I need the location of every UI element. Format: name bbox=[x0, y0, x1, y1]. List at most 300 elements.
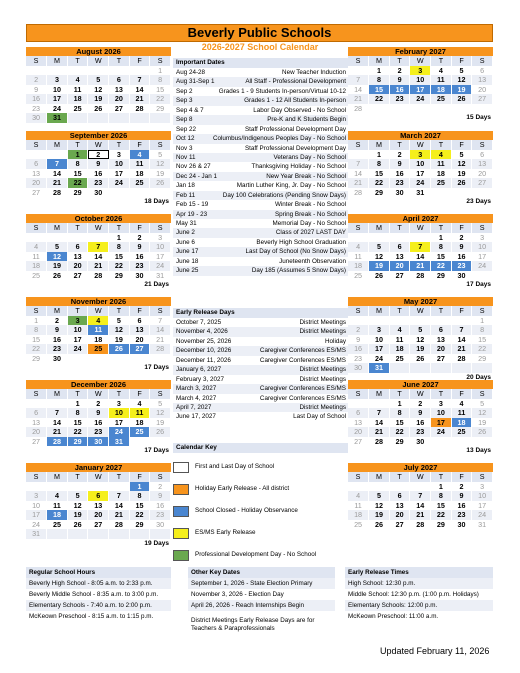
date-label: Feb 15 - 19 bbox=[176, 201, 209, 209]
day-cell: 26 bbox=[150, 178, 171, 188]
day-cell: 15 bbox=[109, 252, 130, 262]
day-cell: 17 bbox=[369, 344, 390, 354]
day-cell: 20 bbox=[389, 510, 410, 520]
day-cell: 12 bbox=[451, 159, 472, 169]
day-cell: 14 bbox=[150, 325, 171, 335]
info-row: McKeown Preschool - 8:15 a.m. to 1:15 p.m. bbox=[29, 613, 154, 620]
early-release-list bbox=[173, 318, 348, 422]
weekday-label: S bbox=[26, 472, 47, 482]
day-cell bbox=[472, 271, 493, 281]
day-cell: 7 bbox=[150, 316, 171, 326]
district-meetings-note: District Meetings Early Release Days are for Teachers & Paraprofessionals bbox=[191, 617, 315, 632]
weekday-label: S bbox=[26, 56, 47, 66]
day-cell bbox=[431, 188, 452, 198]
info-row: April 26, 2026 - Reach Internships Begin bbox=[188, 600, 335, 611]
day-cell bbox=[348, 316, 369, 326]
event-label: Veterans Day - No School bbox=[273, 153, 346, 161]
day-cell: 14 bbox=[348, 85, 369, 95]
date-row bbox=[173, 394, 348, 403]
day-cell: 27 bbox=[472, 178, 493, 188]
day-cell: 15 bbox=[431, 252, 452, 262]
date-row bbox=[173, 106, 348, 115]
day-cell: 31 bbox=[369, 363, 390, 373]
month-name: April 2027 bbox=[348, 214, 493, 223]
weekday-label: F bbox=[129, 472, 150, 482]
day-cell: 21 bbox=[129, 94, 150, 104]
event-label: Martin Luther King, Jr. Day - No School bbox=[236, 182, 346, 190]
weekday-label: M bbox=[47, 56, 68, 66]
day-cell: 8 bbox=[431, 242, 452, 252]
date-row bbox=[173, 87, 348, 96]
day-cell: 17 bbox=[47, 94, 68, 104]
day-cell bbox=[26, 399, 47, 409]
week-row bbox=[348, 233, 493, 243]
week-row bbox=[26, 242, 171, 252]
day-cell bbox=[129, 66, 150, 76]
weekday-label: T bbox=[431, 223, 452, 233]
day-cell: 13 bbox=[26, 169, 47, 179]
month-calendar bbox=[26, 131, 171, 206]
weekday-label: F bbox=[451, 56, 472, 66]
day-cell: 27 bbox=[88, 520, 109, 530]
day-cell: 18 bbox=[348, 261, 369, 271]
day-cell: 7 bbox=[451, 325, 472, 335]
weekday-label: S bbox=[472, 389, 493, 399]
day-cell: 16 bbox=[47, 335, 68, 345]
school-days-count: 18 Days bbox=[144, 198, 169, 205]
day-cell: 14 bbox=[109, 501, 130, 511]
weekday-label: S bbox=[150, 140, 171, 150]
day-cell: 5 bbox=[451, 66, 472, 76]
week-row bbox=[26, 104, 171, 114]
day-cell: 4 bbox=[431, 150, 452, 160]
day-cell bbox=[451, 188, 472, 198]
week-row bbox=[26, 482, 171, 492]
event-label: Spring Break - No School bbox=[274, 210, 346, 218]
day-cell: 25 bbox=[47, 520, 68, 530]
day-cell: 29 bbox=[67, 437, 88, 447]
week-row bbox=[348, 354, 493, 364]
day-cell: 13 bbox=[129, 325, 150, 335]
weekday-label: T bbox=[67, 140, 88, 150]
week-row bbox=[348, 408, 493, 418]
day-cell: 18 bbox=[431, 169, 452, 179]
day-cell: 15 bbox=[67, 418, 88, 428]
day-cell: 20 bbox=[67, 261, 88, 271]
day-cell: 2 bbox=[410, 399, 431, 409]
other-key-dates-panel bbox=[188, 567, 335, 633]
day-cell bbox=[129, 113, 150, 123]
day-cell: 7 bbox=[410, 491, 431, 501]
day-cell: 26 bbox=[472, 427, 493, 437]
day-cell bbox=[88, 482, 109, 492]
week-row bbox=[26, 510, 171, 520]
day-cell: 24 bbox=[47, 104, 68, 114]
weekday-label: S bbox=[472, 223, 493, 233]
day-cell: 12 bbox=[88, 85, 109, 95]
day-cell: 26 bbox=[410, 354, 431, 364]
day-cell: 11 bbox=[47, 501, 68, 511]
day-cell: 12 bbox=[109, 325, 130, 335]
date-row bbox=[173, 115, 348, 124]
day-cell bbox=[150, 188, 171, 198]
weekday-label: W bbox=[410, 56, 431, 66]
day-cell: 21 bbox=[410, 510, 431, 520]
week-row bbox=[348, 150, 493, 160]
day-cell: 3 bbox=[67, 316, 88, 326]
day-cell: 20 bbox=[26, 427, 47, 437]
date-row bbox=[173, 172, 348, 181]
weekday-row bbox=[348, 306, 493, 316]
weekday-row bbox=[26, 472, 171, 482]
week-row bbox=[348, 85, 493, 95]
month-name: March 2027 bbox=[348, 131, 493, 140]
day-cell bbox=[47, 399, 68, 409]
event-label: Holiday bbox=[325, 337, 346, 345]
week-row bbox=[26, 418, 171, 428]
weekday-row bbox=[348, 140, 493, 150]
day-cell: 18 bbox=[451, 418, 472, 428]
school-days-count: 19 Days bbox=[144, 539, 169, 547]
day-cell bbox=[67, 113, 88, 123]
day-cell: 7 bbox=[129, 75, 150, 85]
day-cell: 2 bbox=[88, 399, 109, 409]
day-cell: 16 bbox=[88, 418, 109, 428]
day-cell: 30 bbox=[47, 354, 68, 364]
info-row: Elementary Schools: 12:00 p.m. bbox=[345, 600, 493, 611]
day-cell bbox=[67, 482, 88, 492]
early-release-times-panel bbox=[345, 567, 493, 622]
day-cell bbox=[88, 354, 109, 364]
day-cell: 7 bbox=[109, 491, 130, 501]
day-cell: 22 bbox=[389, 427, 410, 437]
day-cell: 3 bbox=[369, 325, 390, 335]
month-calendar bbox=[348, 297, 493, 382]
day-cell bbox=[410, 233, 431, 243]
week-row bbox=[26, 344, 171, 354]
day-cell: 2 bbox=[26, 75, 47, 85]
event-label: District Meetings bbox=[299, 319, 346, 326]
day-cell: 30 bbox=[451, 271, 472, 281]
weekday-label: M bbox=[369, 56, 390, 66]
weekday-label: T bbox=[389, 56, 410, 66]
month-grid bbox=[348, 223, 493, 280]
day-cell: 22 bbox=[129, 510, 150, 520]
day-cell: 10 bbox=[410, 75, 431, 85]
day-cell bbox=[129, 529, 150, 539]
date-label: Sep 3 bbox=[176, 97, 193, 105]
day-cell bbox=[67, 354, 88, 364]
month-name: June 2027 bbox=[348, 380, 493, 389]
day-cell: 14 bbox=[47, 169, 68, 179]
weekday-label: M bbox=[47, 140, 68, 150]
day-cell: 24 bbox=[369, 354, 390, 364]
day-cell: 8 bbox=[109, 242, 130, 252]
day-cell: 16 bbox=[129, 252, 150, 262]
month-name: December 2026 bbox=[26, 380, 171, 389]
day-cell: 18 bbox=[47, 510, 68, 520]
day-cell: 5 bbox=[150, 399, 171, 409]
school-days-count: 17 Days bbox=[144, 364, 169, 371]
date-label: October 7, 2025 bbox=[176, 319, 222, 326]
day-cell: 27 bbox=[472, 94, 493, 104]
weekday-label: T bbox=[431, 389, 452, 399]
day-cell: 11 bbox=[431, 75, 452, 85]
day-cell bbox=[389, 233, 410, 243]
day-cell: 19 bbox=[150, 169, 171, 179]
weekday-label: M bbox=[369, 306, 390, 316]
day-cell bbox=[88, 66, 109, 76]
weekday-label: F bbox=[129, 140, 150, 150]
weekday-label: S bbox=[348, 223, 369, 233]
school-days-count: 17 Days bbox=[466, 281, 491, 288]
week-row bbox=[348, 94, 493, 104]
weekday-label: W bbox=[88, 472, 109, 482]
day-cell: 23 bbox=[389, 178, 410, 188]
date-label: Sep 8 bbox=[176, 116, 193, 124]
day-cell bbox=[88, 529, 109, 539]
date-label: June 2 bbox=[176, 229, 195, 237]
day-cell: 8 bbox=[67, 408, 88, 418]
day-cell: 13 bbox=[88, 501, 109, 511]
day-cell: 27 bbox=[67, 271, 88, 281]
month-calendar bbox=[26, 380, 171, 455]
date-label: June 6 bbox=[176, 238, 195, 246]
month-grid bbox=[26, 306, 171, 363]
day-cell: 13 bbox=[26, 418, 47, 428]
day-cell: 22 bbox=[67, 427, 88, 437]
weekday-label: T bbox=[389, 306, 410, 316]
day-cell: 17 bbox=[472, 252, 493, 262]
day-cell: 5 bbox=[109, 316, 130, 326]
weekday-label: S bbox=[472, 56, 493, 66]
weekday-label: S bbox=[348, 389, 369, 399]
key-label: ES/MS Early Release bbox=[195, 529, 256, 536]
weekday-label: F bbox=[451, 223, 472, 233]
event-label: Day 100 Celebrations (Pending Snow Days) bbox=[222, 191, 346, 199]
day-cell: 25 bbox=[431, 94, 452, 104]
other-key-dates-heading: Other Key Dates bbox=[188, 567, 335, 578]
day-cell: 4 bbox=[389, 325, 410, 335]
weekday-row bbox=[26, 56, 171, 66]
week-row bbox=[348, 252, 493, 262]
day-cell: 31 bbox=[472, 520, 493, 530]
day-cell: 15 bbox=[431, 501, 452, 511]
key-item bbox=[173, 526, 503, 540]
event-label: Caregiver Conferences ES/MS bbox=[259, 394, 346, 402]
day-cell: 16 bbox=[348, 344, 369, 354]
day-cell: 1 bbox=[129, 482, 150, 492]
date-row bbox=[173, 153, 348, 162]
week-row bbox=[26, 437, 171, 447]
date-row bbox=[173, 238, 348, 247]
month-name: January 2027 bbox=[26, 463, 171, 472]
day-cell: 21 bbox=[150, 335, 171, 345]
event-label: Juneteenth Observation bbox=[279, 257, 346, 265]
day-cell: 17 bbox=[472, 501, 493, 511]
updated-date: Updated February 11, 2026 bbox=[380, 646, 490, 656]
day-cell: 19 bbox=[369, 261, 390, 271]
weekday-label: S bbox=[348, 140, 369, 150]
day-cell: 24 bbox=[410, 94, 431, 104]
day-cell: 9 bbox=[88, 408, 109, 418]
day-cell: 18 bbox=[389, 344, 410, 354]
day-cell: 24 bbox=[410, 178, 431, 188]
day-cell: 11 bbox=[389, 335, 410, 345]
weekday-label: M bbox=[47, 306, 68, 316]
day-cell: 29 bbox=[431, 520, 452, 530]
date-row bbox=[173, 412, 348, 421]
month-name: August 2026 bbox=[26, 47, 171, 56]
day-cell: 7 bbox=[47, 408, 68, 418]
day-cell: 30 bbox=[389, 188, 410, 198]
day-cell: 25 bbox=[389, 354, 410, 364]
day-cell: 28 bbox=[129, 104, 150, 114]
day-cell bbox=[348, 233, 369, 243]
info-row: November 3, 2026 - Election Day bbox=[191, 591, 284, 598]
day-cell: 4 bbox=[348, 491, 369, 501]
day-cell: 21 bbox=[348, 94, 369, 104]
week-row bbox=[348, 437, 493, 447]
weekday-label: M bbox=[47, 472, 68, 482]
day-cell: 26 bbox=[67, 520, 88, 530]
day-cell bbox=[472, 437, 493, 447]
day-cell: 18 bbox=[431, 85, 452, 95]
day-cell: 12 bbox=[369, 501, 390, 511]
day-cell: 14 bbox=[129, 85, 150, 95]
calendar-key-heading-wrap bbox=[173, 443, 348, 453]
day-cell bbox=[47, 233, 68, 243]
week-row bbox=[348, 66, 493, 76]
date-row bbox=[173, 266, 348, 275]
day-cell bbox=[389, 363, 410, 373]
date-label: December 11, 2026 bbox=[176, 356, 231, 364]
weekday-label: S bbox=[26, 140, 47, 150]
day-cell: 17 bbox=[109, 169, 130, 179]
event-label: Labor Day Observed - No School bbox=[253, 106, 346, 114]
day-cell: 28 bbox=[348, 104, 369, 114]
day-cell: 25 bbox=[129, 427, 150, 437]
weekday-label: T bbox=[67, 472, 88, 482]
key-swatch bbox=[173, 484, 189, 495]
day-cell: 23 bbox=[47, 344, 68, 354]
day-cell: 8 bbox=[67, 159, 88, 169]
day-cell bbox=[369, 316, 390, 326]
day-cell: 17 bbox=[150, 252, 171, 262]
event-label: District Meetings bbox=[299, 375, 346, 383]
school-days-count: 21 Days bbox=[144, 281, 169, 288]
date-row bbox=[173, 77, 348, 86]
key-label: First and Last Day of School bbox=[195, 463, 275, 470]
event-label: Thanksgiving Holiday - No School bbox=[251, 163, 346, 171]
day-cell: 5 bbox=[150, 150, 171, 160]
month-grid bbox=[348, 56, 493, 113]
day-cell: 26 bbox=[88, 104, 109, 114]
key-label: Professional Development Day - No School bbox=[195, 551, 317, 558]
week-row bbox=[26, 66, 171, 76]
info-row: Elementary Schools - 7:40 a.m. to 2:00 p.m. bbox=[26, 600, 171, 611]
day-cell: 13 bbox=[389, 252, 410, 262]
day-cell: 11 bbox=[451, 408, 472, 418]
week-row bbox=[348, 242, 493, 252]
day-cell: 2 bbox=[451, 233, 472, 243]
month-calendar bbox=[348, 214, 493, 289]
day-cell: 26 bbox=[451, 94, 472, 104]
date-label: June 25 bbox=[176, 267, 199, 275]
day-cell: 28 bbox=[369, 437, 390, 447]
week-row bbox=[26, 316, 171, 326]
day-cell: 4 bbox=[451, 399, 472, 409]
day-cell: 20 bbox=[26, 178, 47, 188]
day-cell: 15 bbox=[369, 169, 390, 179]
day-cell: 3 bbox=[109, 150, 130, 160]
date-label: Apr 19 - 23 bbox=[176, 210, 208, 218]
week-row bbox=[348, 188, 493, 198]
day-cell: 25 bbox=[88, 344, 109, 354]
day-cell: 24 bbox=[150, 261, 171, 271]
day-cell: 17 bbox=[410, 85, 431, 95]
day-cell: 18 bbox=[26, 261, 47, 271]
key-swatch bbox=[173, 462, 189, 473]
day-cell: 29 bbox=[369, 188, 390, 198]
day-cell bbox=[109, 113, 130, 123]
day-cell: 11 bbox=[67, 85, 88, 95]
day-cell: 22 bbox=[472, 344, 493, 354]
day-cell bbox=[67, 66, 88, 76]
week-row bbox=[26, 325, 171, 335]
day-cell: 10 bbox=[67, 325, 88, 335]
weekday-label: M bbox=[47, 223, 68, 233]
day-cell: 26 bbox=[369, 271, 390, 281]
day-cell: 22 bbox=[431, 510, 452, 520]
event-label: Day 185 (Assumes 5 Snow Days) bbox=[251, 267, 346, 275]
day-cell: 13 bbox=[348, 418, 369, 428]
day-cell: 27 bbox=[431, 354, 452, 364]
day-cell: 21 bbox=[88, 261, 109, 271]
date-label: Nov 26 & 27 bbox=[176, 163, 211, 171]
day-cell bbox=[47, 66, 68, 76]
school-days-count: 13 Days bbox=[466, 447, 491, 454]
date-row bbox=[173, 337, 348, 346]
day-cell: 1 bbox=[109, 233, 130, 243]
day-cell: 19 bbox=[88, 94, 109, 104]
calendar-key-heading: Calendar Key bbox=[173, 443, 348, 453]
weekday-label: T bbox=[389, 389, 410, 399]
early-release-panel bbox=[173, 308, 348, 422]
day-cell: 20 bbox=[472, 85, 493, 95]
info-row: Beverly High School - 8:05 a.m. to 2:33 p.m. bbox=[26, 578, 171, 589]
day-cell: 11 bbox=[88, 325, 109, 335]
day-cell: 30 bbox=[150, 520, 171, 530]
week-row bbox=[348, 325, 493, 335]
day-cell: 18 bbox=[129, 169, 150, 179]
day-cell: 28 bbox=[88, 271, 109, 281]
day-cell bbox=[451, 316, 472, 326]
month-name: February 2027 bbox=[348, 47, 493, 56]
date-label: December 10, 2026 bbox=[176, 347, 232, 355]
event-label: Pre-K and K Students Begin bbox=[267, 116, 346, 124]
weekday-label: W bbox=[410, 306, 431, 316]
weekday-label: S bbox=[472, 140, 493, 150]
day-cell: 20 bbox=[109, 94, 130, 104]
day-cell: 21 bbox=[47, 427, 68, 437]
date-label: November 4, 2026 bbox=[176, 328, 228, 336]
day-cell: 1 bbox=[150, 66, 171, 76]
day-cell: 21 bbox=[109, 510, 130, 520]
day-cell: 8 bbox=[369, 159, 390, 169]
day-cell: 16 bbox=[451, 501, 472, 511]
date-label: Nov 3 bbox=[176, 144, 193, 152]
